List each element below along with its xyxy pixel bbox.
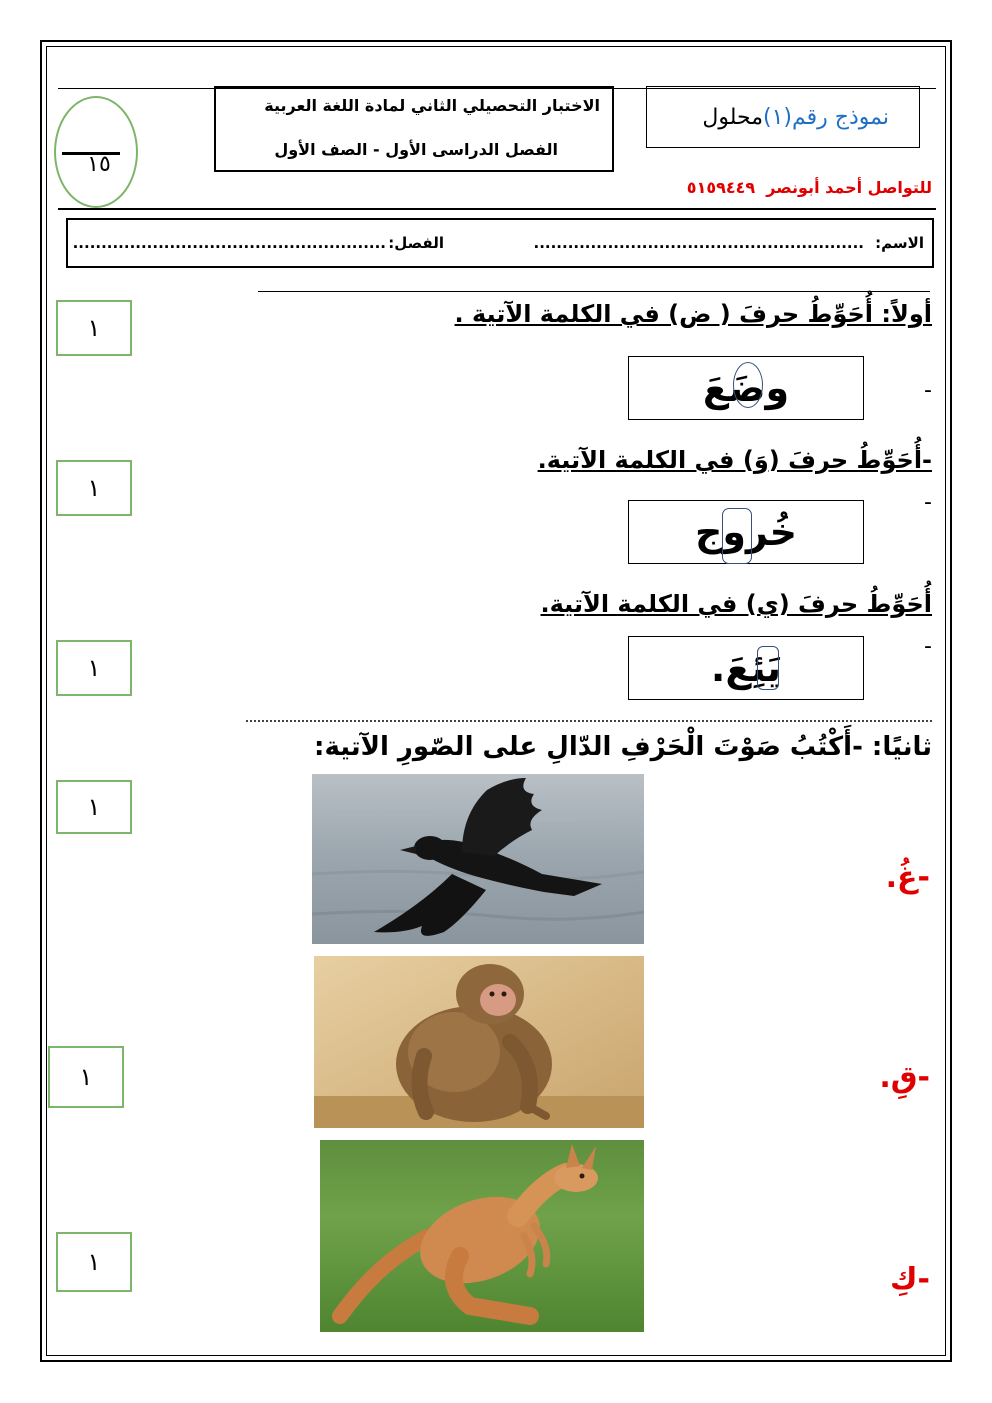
name-dots[interactable]: .......................................................... — [533, 234, 864, 252]
letter-circle-1 — [733, 362, 763, 408]
word-box-3 — [628, 636, 864, 700]
score-box-4: ١ — [56, 780, 132, 834]
score-box-5: ١ — [48, 1046, 124, 1108]
answer-3: -كِ — [890, 1262, 930, 1297]
monkey-image — [314, 956, 644, 1128]
question-2: -أُحَوِّطُ حرفَ (وَ) في الكلمة الآتية. — [537, 446, 932, 474]
dash-1: - — [924, 378, 932, 403]
student-info-box — [66, 218, 934, 268]
letter-circle-2 — [722, 508, 752, 564]
score-box-1: ١ — [56, 300, 132, 356]
dotted-separator — [246, 720, 932, 722]
dash-3: - — [924, 634, 932, 659]
header-bottom-line — [58, 208, 936, 210]
score-box-6: ١ — [56, 1232, 132, 1292]
score-box-2: ١ — [56, 460, 132, 516]
model-number-box — [646, 86, 920, 148]
exam-title-line1: الاختبار التحصيلي الثاني لمادة اللغة العربية — [264, 96, 600, 115]
section-separator — [258, 291, 930, 292]
answer-1: -غُ. — [885, 860, 930, 895]
contact-number: ٥١٥٩٤٤٩ — [686, 178, 756, 197]
dash-2: - — [924, 490, 932, 515]
contact-line — [687, 178, 932, 197]
answer-2: -قِ. — [879, 1060, 930, 1095]
kangaroo-image — [320, 1140, 644, 1332]
score-box-3: ١ — [56, 640, 132, 696]
question-3: أُحَوِّطُ حرفَ (ي) في الكلمة الآتية. — [540, 590, 932, 618]
model-label: نموذج رقم(١) — [763, 104, 889, 130]
section-2-title: ثانيًا: -أَكْتُبُ صَوْتَ الْحَرْفِ الدّالِ على الصّورِ الآتية: — [314, 732, 932, 762]
solved-label: محلول — [702, 104, 763, 130]
question-1: أولاً: أُحَوِّطُ حرفَ ( ض) في الكلمة الآتية . — [454, 300, 932, 328]
crow-image — [312, 774, 644, 944]
letter-circle-3 — [757, 646, 779, 690]
exam-title-line2: الفصل الدراسى الأول - الصف الأول — [274, 140, 558, 159]
word-3: يَئِعَ. — [710, 646, 782, 690]
word-1: وضَعَ — [702, 366, 790, 410]
contact-label: للتواصل أحمد أبونصر — [766, 178, 932, 197]
class-dots[interactable]: ....................................................... — [72, 234, 386, 252]
name-label: الاسم: — [875, 234, 924, 252]
word-2: خُروج — [694, 510, 798, 554]
exam-title-box — [214, 86, 614, 172]
total-score: ١٥ — [87, 152, 111, 177]
class-label: الفصل: — [388, 234, 444, 252]
